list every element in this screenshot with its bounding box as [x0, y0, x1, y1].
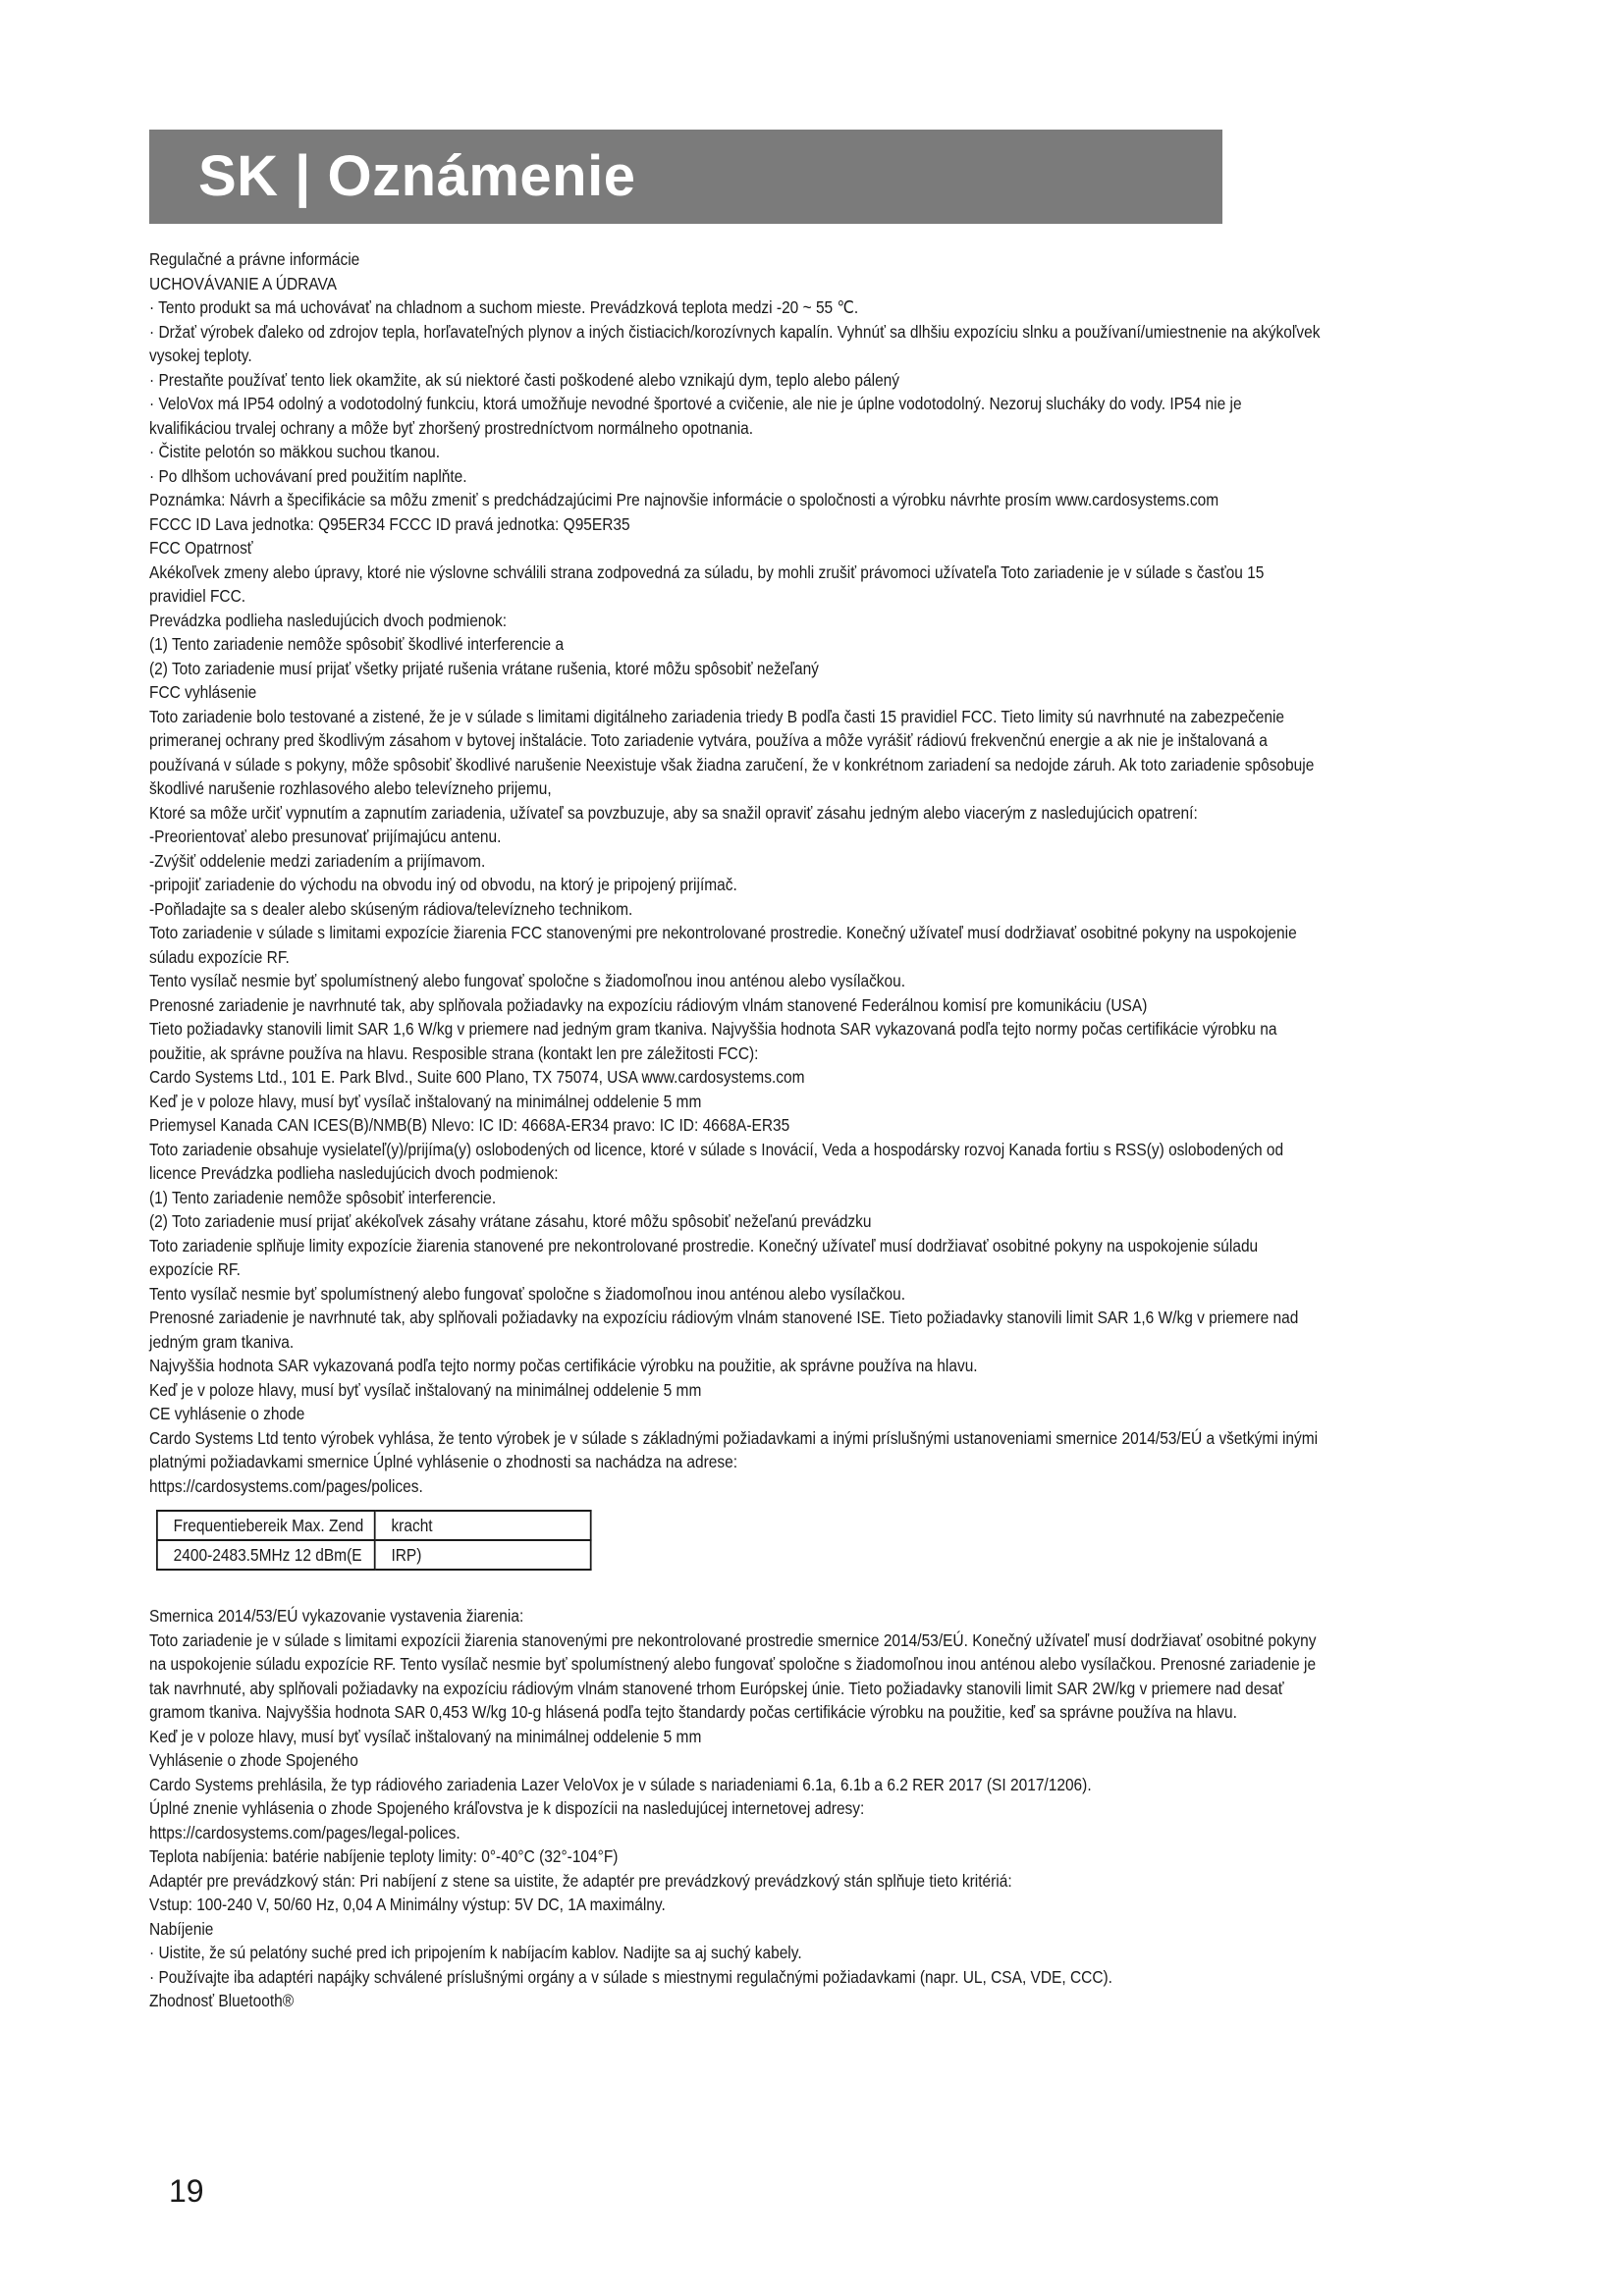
- text-line: FCC Opatrnosť: [149, 538, 253, 558]
- text-line: Regulačné a právne informácie: [149, 249, 360, 269]
- table-row: [157, 1511, 591, 1540]
- text-line: · Používajte iba adaptéri napájky schválené príslušnými orgány a v súlade s miestnymi regulačnými požiadavkami (napr. UL, CSA, VDE, CCC).: [149, 1966, 1112, 1987]
- text-line: Úplné znenie vyhlásenia o zhode Spojeného kráľovstva je k dispozícii na nasledujúcej internetovej adresy:: [149, 1798, 865, 1818]
- text-line: Nabíjenie: [149, 1918, 214, 1939]
- text-line: (1) Tento zariadenie nemôže spôsobiť interferencie.: [149, 1187, 497, 1207]
- text-line: Prenosné zariadenie je navrhnuté tak, aby splňovali požiadavky na expozíciu rádiovým vlnám stanovené ISE. Tieto požiadavky stanovili limit SAR 1,6 W/kg v priemere nad jedným gram tkaniva.: [149, 1308, 1299, 1352]
- text-line: Cardo Systems prehlásila, že typ rádiového zariadenia Lazer VeloVox je v súlade s nariadeniami 6.1a, 6.1b a 6.2 RER 2017 (SI 2017/1206).: [149, 1774, 1092, 1794]
- text-line: Tento vysílač nesmie byť spolumístnený alebo fungovať spoločne s žiadomoľnou inou anténou alebo vysílačkou.: [149, 1283, 906, 1304]
- text-line: Cardo Systems Ltd tento výrobek vyhlása, že tento výrobek je v súlade s základnými požiadavkami a inými príslušnými ustanoveniami smernice 2014/53/EÚ a všetkými inými platnými požiadavkami smernice Úplné vyhlásenie o zhodnosti sa nachádza na adrese:: [149, 1427, 1319, 1471]
- text-line: -Preorientovať alebo presunovať prijímajúcu antenu.: [149, 827, 502, 846]
- regulatory-text: [149, 247, 1325, 2013]
- section-banner: [149, 130, 1222, 224]
- text-line: UCHOVÁVANIE A ÚDRAVA: [149, 273, 338, 294]
- text-line: Vyhlásenie o zhode Spojeného: [149, 1750, 358, 1770]
- text-line: Priemysel Kanada CAN ICES(B)/NMB(B) Nlevo: IC ID: 4668A-ER34 pravo: IC ID: 4668A-ER35: [149, 1115, 790, 1135]
- text-line: Vstup: 100-240 V, 50/60 Hz, 0,04 A Minimálny výstup: 5V DC, 1A maximálny.: [149, 1895, 666, 1914]
- text-line: Keď je v poloze hlavy, musí byť vysílač inštalovaný na minimálnej oddelenie 5 mm: [149, 1091, 702, 1111]
- text-line: Toto zariadenie splňuje limity expozície žiarenia stanovené pre nekontrolované prostredie. Konečný užívateľ musí dodržiavať osobitné pokyny na uspokojenie súladu expozície RF.: [149, 1235, 1259, 1279]
- text-line: Prevádzka podlieha nasledujúcich dvoch podmienok:: [149, 610, 508, 630]
- text-line: (2) Toto zariadenie musí prijať všetky prijaté rušenia vrátane rušenia, ktoré môžu spôsobiť nežeľaný: [149, 658, 819, 678]
- text-line: Keď je v poloze hlavy, musí byť vysílač inštalovaný na minimálnej oddelenie 5 mm: [149, 1726, 702, 1746]
- text-line: Keď je v poloze hlavy, musí byť vysílač inštalovaný na minimálnej oddelenie 5 mm: [149, 1379, 702, 1400]
- text-line: Prenosné zariadenie je navrhnuté tak, aby splňovala požiadavky na expozíciu rádiovým vlnám stanovené Federálnou komisí pre komunikáciu (USA): [149, 994, 1148, 1015]
- text-line: Toto zariadenie bolo testované a zistené, že je v súlade s limitami digitálneho zariadenia triedy B podľa časti 15 pravidiel FCC. Tieto limity sú navrhnuté na zabezpečenie primeranej ochrany pred škodlivým zásahom v bytovej inštalácie. Toto zariadenie vytvára, používa a môže vyrášiť rádiovú frekvenčnú energie a ak nie je inštalovaná a používaná v súlade s pokyny, môže spôsobiť škodlivé narušenie Neexistuje však žiadna zaručení, že v konkrétnom zariadení sa nedojde záruh. Ak toto zariadenie spôsobuje škodlivé narušenie rozhlasového alebo televízneho prijemu,: [149, 706, 1315, 798]
- text-line: · VeloVox má IP54 odolný a vodotodolný funkciu, ktorá umožňuje nevodné športové a cvičenie, ale nie je úplne vodotodolný. Nezoruj slucháky do vody. IP54 nie je kvalifikáciou trvalej ochrany a môže byť zhoršený prostredníctvom normálneho opotnania.: [149, 394, 1242, 438]
- text-line: Tieto požiadavky stanovili limit SAR 1,6 W/kg v priemere nad jedným gram tkaniva. Najvyššia hodnota SAR vykazovaná podľa tejto normy počas certifikácie výrobku na použitie, ak správne používa na hlavu. Resposible strana (kontakt len pre záležitosti FCC):: [149, 1019, 1277, 1063]
- text-line: Cardo Systems Ltd., 101 E. Park Blvd., Suite 600 Plano, TX 75074, USA www.cardosystems.com: [149, 1067, 805, 1087]
- text-line: Adaptér pre prevádzkový stán: Pri nabíjení z stene sa uistite, že adaptér pre prevádzkový prevádzkový stán splňuje tieto kritériá:: [149, 1870, 1012, 1891]
- text-line: (1) Tento zariadenie nemôže spôsobiť škodlivé interferencie a: [149, 634, 565, 654]
- text-line: Ktoré sa môže určiť vypnutím a zapnutím zariadenia, užívateľ sa povzbuzuje, aby sa snažil opraviť zásahu jedným alebo viacerým z nasledujúcich opatrení:: [149, 802, 1198, 823]
- text-line: Toto zariadenie obsahuje vysielateľ(y)/prijíma(y) oslobodených od licence, ktoré v súlade s Inovácií, Veda a hospodársky rozvoj Kanada fortiu s RSS(y) oslobodených od licence Prevádzka podlieha nasledujúcich dvoch podmienok:: [149, 1139, 1284, 1183]
- text-line: · Prestaňte používať tento liek okamžite, ak sú niektoré časti poškodené alebo vznikajú dym, teplo alebo pálený: [149, 369, 900, 390]
- text-line: https://cardosystems.com/pages/polices.: [149, 1475, 423, 1496]
- text-line: · Čistite pelotón so mäkkou suchou tkanou.: [149, 442, 441, 461]
- text-line: -Zvýšiť oddelenie medzi zariadením a prijímavom.: [149, 850, 486, 871]
- table-cell: Frequentiebereik Max. Zend: [157, 1511, 375, 1540]
- text-line: https://cardosystems.com/pages/legal-polices.: [149, 1822, 460, 1842]
- text-line: FCC vyhlásenie: [149, 682, 257, 702]
- text-line: Zhodnosť Bluetooth®: [149, 1991, 295, 2010]
- text-line: (2) Toto zariadenie musí prijať akékoľvek zásahy vrátane zásahu, ktoré môžu spôsobiť nežeľanú prevádzku: [149, 1211, 872, 1231]
- text-line: Toto zariadenie je v súlade s limitami expozícii žiarenia stanovenými pre nekontrolované prostredie smernice 2014/53/EÚ. Konečný užívateľ musí dodržiavať osobitné pokyny na uspokojenie súladu expozície RF. Tento vysílač nesmie byť spolumístnený alebo fungovať spoločne s žiadomoľnou inou anténou alebo vysílačkou. Prenosné zariadenie je tak navrhnuté, aby splňovali požiadavky na expozíciu rádiovým vlnám stanovené trhom Európskej únie. Tieto požiadavky stanovili limit SAR 2W/kg v priemere nad desať gramom tkaniva. Najvyššia hodnota SAR 0,453 W/kg 10-g hlásená podľa tejto štandardy počas certifikácie výrobku na použitie, keď sa správne používa na hlavu.: [149, 1629, 1317, 1722]
- table-cell: 2400-2483.5MHz 12 dBm(E: [157, 1540, 375, 1570]
- text-line: Smernica 2014/53/EÚ vykazovanie vystavenia žiarenia:: [149, 1606, 524, 1626]
- text-line: FCCC ID Lava jednotka: Q95ER34 FCCC ID pravá jednotka: Q95ER35: [149, 513, 630, 534]
- text-line: · Držať výrobek ďaleko od zdrojov tepla, horľavateľných plynov a iných čistiacich/korozívnych kapalín. Vyhnúť sa dlhšiu expozíciu slnku a používaní/umiestnenie na akýkoľvek vysokej teploty.: [149, 321, 1321, 365]
- table-cell: IRP): [375, 1540, 591, 1570]
- text-line: Teplota nabíjenia: batérie nabíjenie teploty limity: 0°-40°C (32°-104°F): [149, 1846, 619, 1866]
- page-title: SK | Oznámenie: [198, 144, 636, 208]
- text-line: Najvyššia hodnota SAR vykazovaná podľa tejto normy počas certifikácie výrobku na použitie, ak správne používa na hlavu.: [149, 1356, 978, 1375]
- text-line: · Uistite, že sú pelatóny suché pred ich pripojením k nabíjacím kablov. Nadijte sa aj suchý kabely.: [149, 1943, 802, 1962]
- table-row: [157, 1540, 591, 1570]
- text-line: · Tento produkt sa má uchovávať na chladnom a suchom mieste. Prevádzková teplota medzi -20 ~ 55 ℃.: [149, 297, 859, 317]
- text-line: -Poňladajte sa s dealer alebo skúseným rádiova/televízneho technikom.: [149, 898, 633, 919]
- text-line: Akékoľvek zmeny alebo úpravy, ktoré nie výslovne schválili strana zodpovedná za súladu, by mohli zrušiť právomoci užívateľa Toto zariadenie je v súlade s časťou 15 pravidiel FCC.: [149, 561, 1265, 606]
- text-line: Tento vysílač nesmie byť spolumístnený alebo fungovať spoločne s žiadomoľnou inou anténou alebo vysílačkou.: [149, 971, 906, 990]
- page-number: 19: [169, 2173, 204, 2209]
- frequency-table: [156, 1510, 592, 1571]
- text-line: Toto zariadenie v súlade s limitami expozície žiarenia FCC stanovenými pre nekontrolované prostredie. Konečný užívateľ musí dodržiavať osobitné pokyny na uspokojenie súladu expozície RF.: [149, 923, 1297, 967]
- text-line: · Po dlhšom uchovávaní pred použitím naplňte.: [149, 465, 467, 486]
- text-line: Poznámka: Návrh a špecifikácie sa môžu zmeniť s predchádzajúcimi Pre najnovšie informácie o spoločnosti a výrobku návrhte prosím www.cardosystems.com: [149, 490, 1219, 509]
- table-cell: kracht: [375, 1511, 591, 1540]
- text-line: -pripojiť zariadenie do východu na obvodu iný od obvodu, na ktorý je pripojený prijímač.: [149, 875, 737, 894]
- text-line: CE vyhlásenie o zhode: [149, 1404, 305, 1423]
